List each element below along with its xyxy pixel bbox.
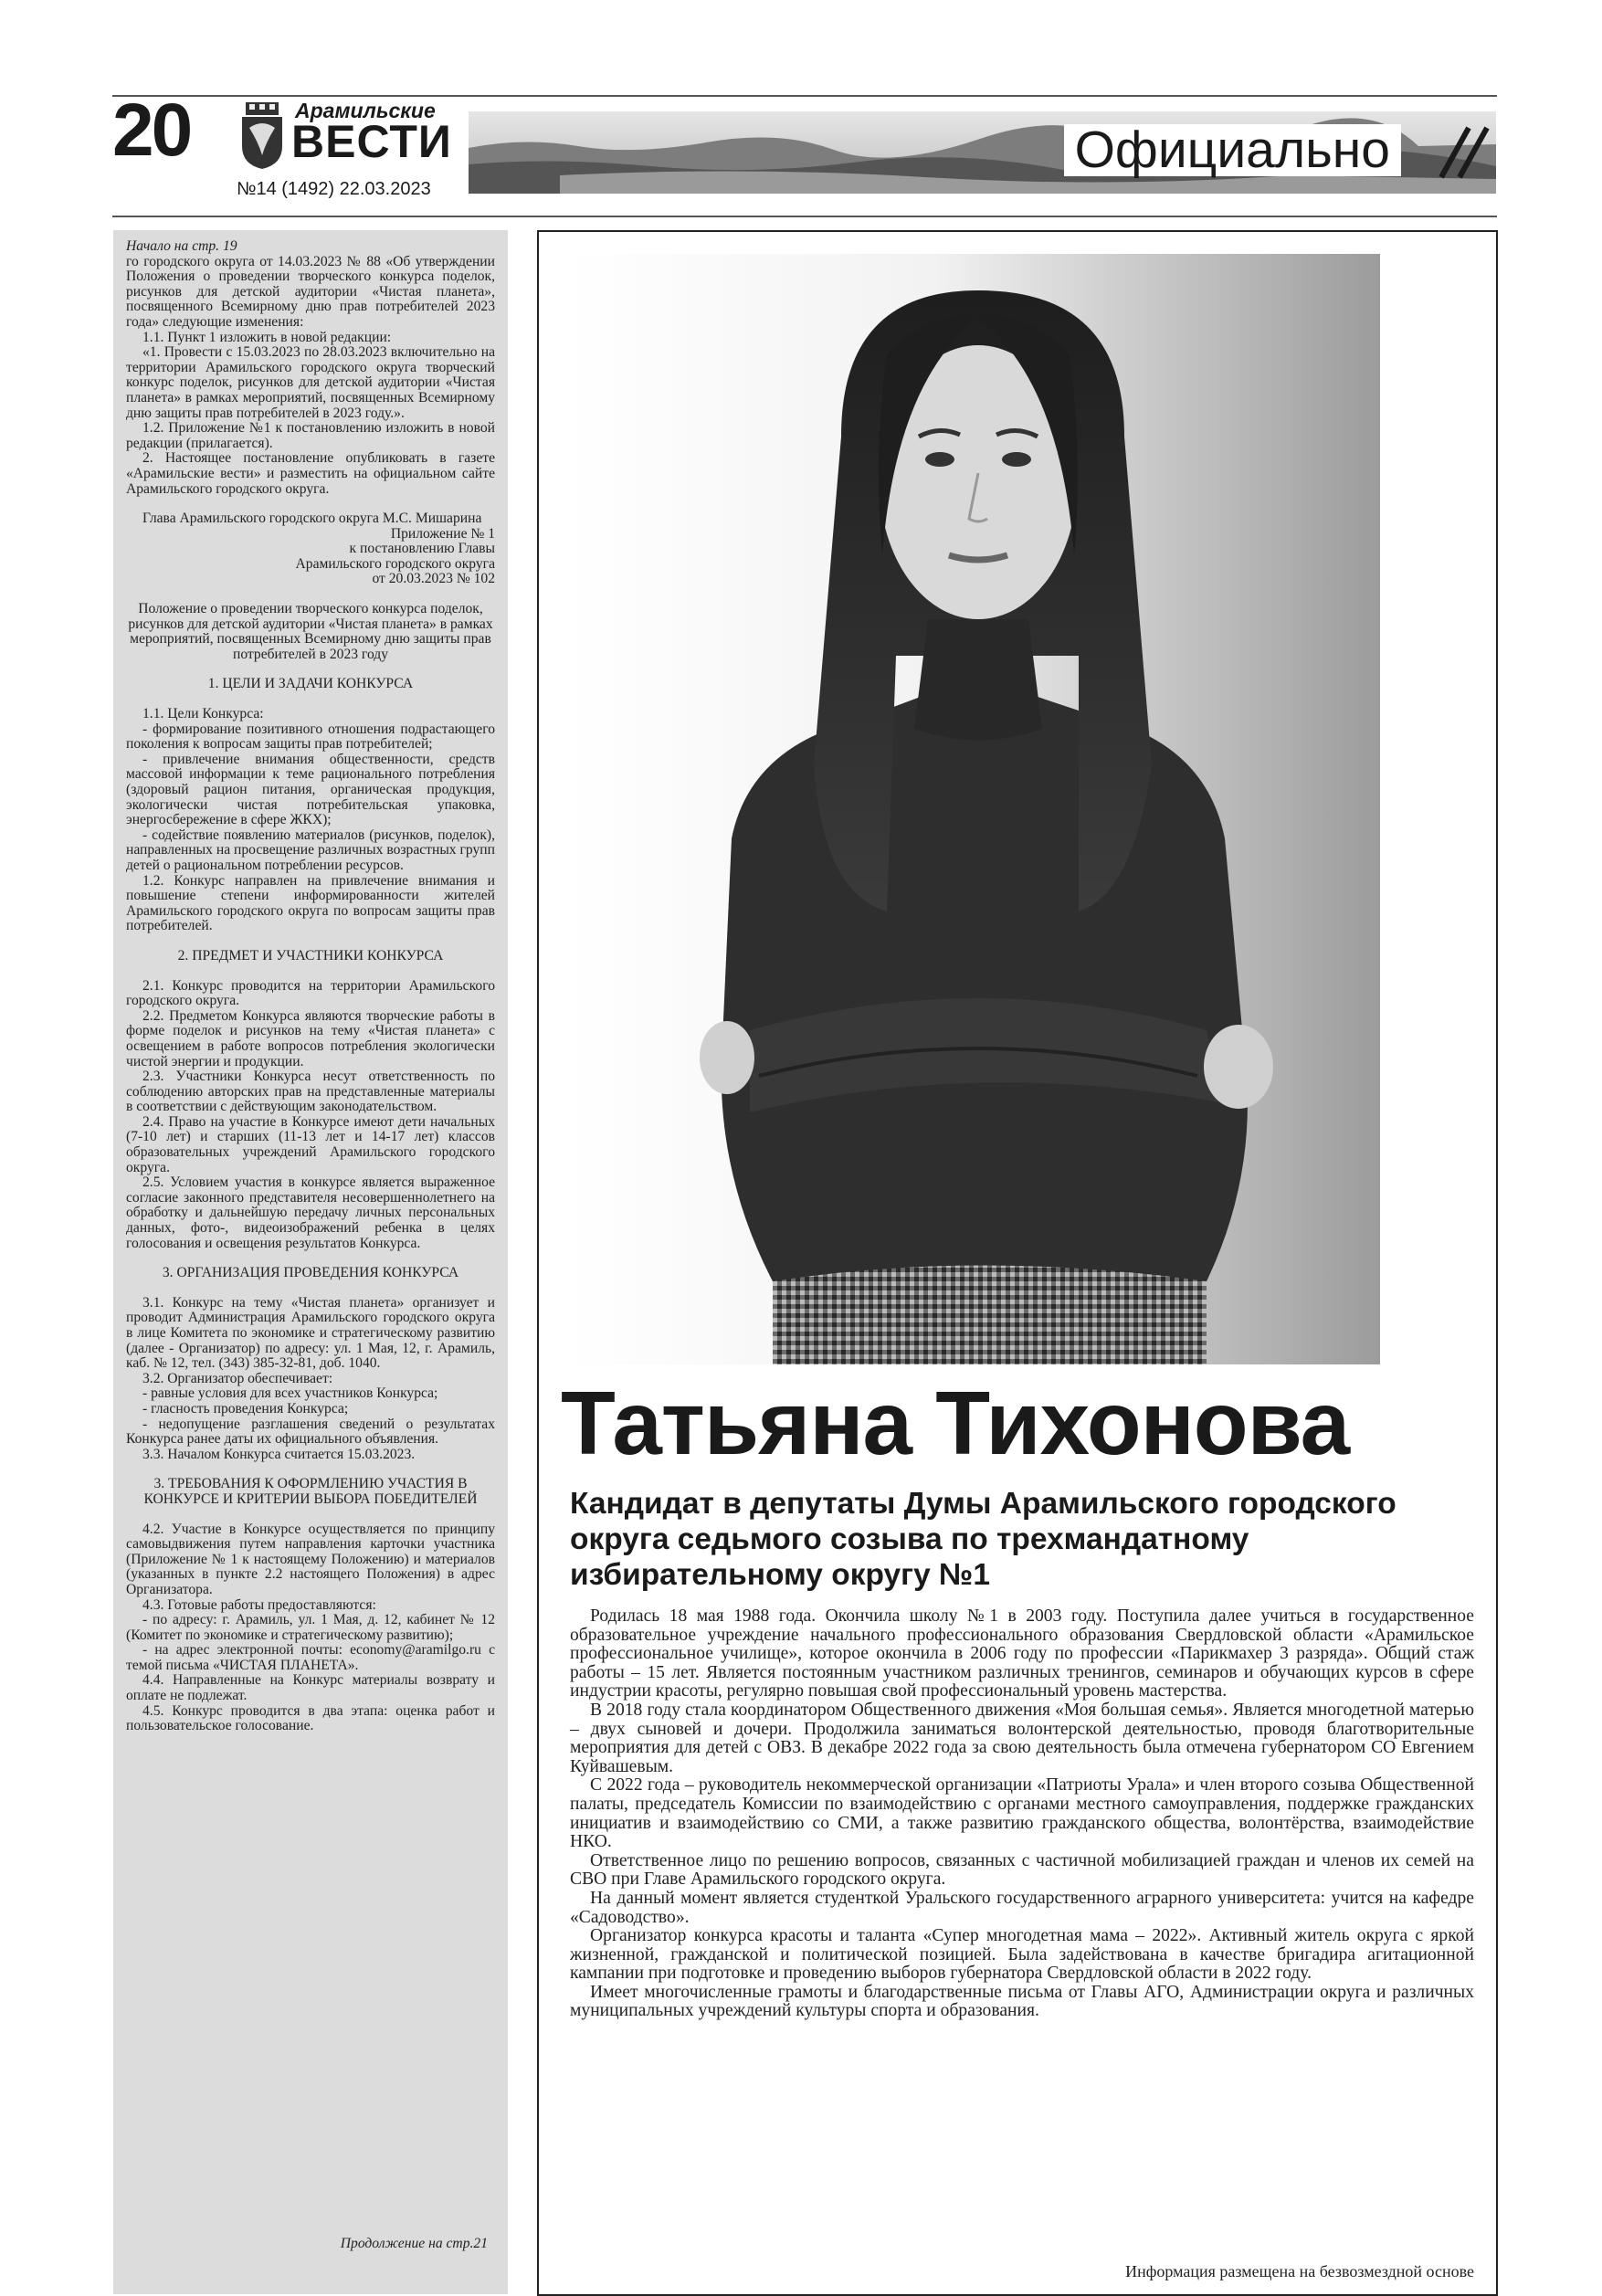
decree-paragraph: - формирование позитивного отношения подрастающего поколения к вопросам защиты прав потребителей; — [126, 721, 495, 753]
candidate-article — [537, 230, 1498, 2296]
bio-paragraph: Ответственное лицо по решению вопросов, связанных с частичной мобилизацией граждан и членов их семей на СВО при Главе Арамильского городского округа. — [570, 1850, 1474, 1890]
paper-name-top: Арамильские — [295, 99, 436, 122]
spacer — [126, 662, 495, 677]
decree-paragraph: - на адрес электронной почты: economy@aramilgo.ru с темой письма «ЧИСТАЯ ПЛАНЕТА». — [126, 1642, 495, 1673]
coat-of-arms-icon — [238, 100, 286, 170]
decree-paragraph: Положение о проведении творческого конкурса поделок, рисунков для детской аудитории «Чистая планета» в рамках мероприятий, посвященных Всемирному дню защиты прав потребителей в 2023 году — [128, 601, 493, 662]
decree-paragraph: 1. ЦЕЛИ И ЗАДАЧИ КОНКУРСА — [207, 676, 414, 692]
decree-paragraph: к постановлению Главы — [349, 541, 495, 557]
decree-paragraph: от 20.03.2023 № 102 — [372, 571, 495, 587]
decree-paragraph: - содействие появлению материалов (рисунков, поделок), направленных на просвещение различных возрастных групп детей о рациональном потреблении ресурсов. — [126, 827, 495, 873]
paper-name: ВЕСТИ — [291, 116, 452, 167]
decree-paragraph: 1.1. Цели Конкурса: — [142, 706, 264, 722]
decree-paragraph: 1.2. Конкурс направлен на привлечение внимания и повышение степени информированности жителей Арамильского городского округа по вопросам защиты прав потребителей. — [126, 872, 495, 934]
candidate-photo — [567, 254, 1380, 1364]
candidate-name: Татьяна Тихонова — [561, 1373, 1350, 1473]
decree-paragraph: 4.4. Направленные на Конкурс материалы возврату и оплате не подлежат. — [126, 1672, 495, 1704]
decree-paragraph: - равные условия для всех участников Конкурса; — [142, 1385, 438, 1402]
decree-paragraph: 2. Настоящее постановление опубликовать в газете «Арамильские вести» и разместить на официальном сайте Арамильского городского округа. — [126, 450, 495, 497]
decree-paragraph: 2.2. Предметом Конкурса являются творческие работы в форме поделок и рисунков на тему «Чистая планета» с освещением в работе вопросов потребления экологически чистой энергии и продукции. — [126, 1007, 495, 1069]
decree-paragraph: - гласность проведения Конкурса; — [142, 1400, 349, 1417]
spacer — [126, 964, 495, 979]
decree-text — [126, 255, 495, 1734]
section-title: Официально — [1064, 124, 1401, 176]
start-note: Начало на стр. 19 — [126, 238, 237, 254]
page-header — [112, 89, 1496, 199]
header-bottom-rule — [112, 216, 1497, 217]
decree-paragraph: 1.1. Пункт 1 изложить в новой редакции: — [142, 329, 392, 345]
spacer — [126, 587, 495, 602]
decree-paragraph: 3. ТРЕБОВАНИЯ К ОФОРМЛЕНИЮ УЧАСТИЯ В КОНКУРСЕ И КРИТЕРИИ ВЫБОРА ПОБЕДИТЕЛЕЙ — [143, 1476, 478, 1507]
decree-paragraph: 2.1. Конкурс проводится на территории Арамильского городского округа. — [126, 977, 495, 1009]
bio-paragraph: Организатор конкурса красоты и таланта «Супер многодетная мама – 2022». Активный житель округа с яркой жизненной, гражданской и политической позицией. Была задействована в качестве бригадира агитационной кампании при подготовке и проведению выборов губернатора Свердловской области в 2022 году. — [570, 1926, 1474, 1984]
decree-paragraph: го городского округа от 14.03.2023 № 88 «Об утверждении Положения о проведении творческого конкурса поделок, рисунков для детской аудитории «Чистая планета», посвященного Всемирному дню прав потребителей 2023 года» следующие изменения: — [126, 253, 495, 330]
decree-paragraph: - недопущение разглашения сведений о результатах Конкурса ранее даты их официального объявления. — [126, 1416, 495, 1448]
page-number: 20 — [112, 89, 191, 172]
bio-paragraph: В 2018 году стала координатором Общественного движения «Моя большая семья». Является многодетной матерью – двух сыновей и дочери. Продолжила заниматься волонтерской деятельностью, проводя благотворительные мероприятия для детей с ОВЗ. В декабре 2022 года за свою деятельность была отмечена губернатором СО Евгением Куйвашевым. — [570, 1700, 1474, 1776]
candidate-bio — [570, 1607, 1474, 2021]
bio-paragraph: На данный момент является студенткой Уральского государственного аграрного университета: учится на кафедре «Садоводство». — [570, 1888, 1474, 1927]
decree-paragraph: 4.3. Готовые работы предоставляются: — [142, 1596, 376, 1613]
spacer — [126, 1251, 495, 1266]
decree-paragraph: 3. ОРГАНИЗАЦИЯ ПРОВЕДЕНИЯ КОНКУРСА — [162, 1265, 459, 1281]
continue-note: Продолжение на стр.21 — [340, 2236, 488, 2252]
decree-paragraph: 4.5. Конкурс проводится в два этапа: оценка работ и пользовательское голосование. — [126, 1702, 495, 1734]
decree-paragraph: 4.2. Участие в Конкурсе осуществляется по принципу самовыдвижения путем направления карточки участника (Приложение № 1 к настоящему Положению) и материалов (указанных в пункте 2.2 настоящего Положения) в адрес Организатора. — [126, 1521, 495, 1597]
decree-paragraph: 2.4. Право на участие в Конкурсе имеют дети начальных (7-10 лет) и старших (11-13 лет и 14-17 лет) классов образовательных учреждений Арамильского городского округа. — [126, 1113, 495, 1175]
spacer — [126, 934, 495, 949]
decree-paragraph: 3.1. Конкурс на тему «Чистая планета» организует и проводит Администрация Арамильского городского округа в лице Комитета по экономике и стратегическому развитию (далее - Организатор) по адресу: ул. 1 Мая, 12, г. Арамиль, каб. № 12, тел. (343) 385-32-81, доб. 1040. — [126, 1294, 495, 1372]
decree-paragraph: 3.3. Началом Конкурса считается 15.03.2023. — [142, 1446, 416, 1462]
decree-paragraph: - по адресу: г. Арамиль, ул. 1 Мая, д. 12, кабинет № 12 (Комитет по экономике и стратегическому развитию); — [126, 1612, 495, 1643]
candidate-subtitle: Кандидат в депутаты Думы Арамильского городского округа седьмого созыва по трехмандатному избирательному округу №1 — [570, 1487, 1396, 1592]
decree-paragraph: 2. ПРЕДМЕТ И УЧАСТНИКИ КОНКУРСА — [177, 947, 444, 964]
bio-paragraph: Имеет многочисленные грамоты и благодарственные письма от Главы АГО, Администрации округа и различных муниципальных учреждений культуры спорта и образования. — [570, 1982, 1474, 2021]
spacer — [126, 692, 495, 707]
spacer — [126, 1281, 495, 1296]
decree-paragraph: Арамильского городского округа — [295, 555, 495, 572]
decree-paragraph: Приложение № 1 — [390, 525, 495, 542]
decree-paragraph: 2.3. Участники Конкурса несут ответственность по соблюдению авторских прав на представленные материалы в соответствии с действующим законодательством. — [126, 1069, 495, 1115]
bio-paragraph: С 2022 года – руководитель некоммерческой организации «Патриоты Урала» и член второго созыва Общественной палаты, председатель Комиссии по взаимодействию с органами местного самоуправления, поддержке гражданских инициатив и взаимодействию со СМИ, а также развитию гражданского общества, волонтёрства, взаимодействие НКО. — [570, 1775, 1474, 1852]
double-slash-icon — [1434, 124, 1494, 181]
issue-info: №14 (1492) 22.03.2023 — [237, 179, 431, 199]
decree-paragraph: 2.5. Условием участия в конкурсе является выраженное согласие законного представителя несовершеннолетнего на обработку и дальнейшую передачу личных персональных данных, фото-, видеоизображений ребенка в целях голосования и освещения результатов Конкурса. — [126, 1174, 495, 1251]
decree-paragraph: 3.2. Организатор обеспечивает: — [142, 1370, 333, 1386]
spacer — [126, 1462, 495, 1477]
bio-paragraph: Родилась 18 мая 1988 года. Окончила школу №1 в 2003 году. Поступила далее учиться в государственное образовательное учреждение начального профессионального образования Свердловской области «Арамильское профессиональное училище», которое окончила в 2006 году по профессии «Парикмахер 3 разряда». Общий стаж работы – 15 лет. Является постоянным участником различных тренингов, семинаров и обучающих курсов в сфере индустрии красоты, регулярно повышая свой профессиональный уровень мастерства. — [570, 1606, 1474, 1701]
decree-paragraph: 1.2. Приложение №1 к постановлению изложить в новой редакции (прилагается). — [126, 420, 495, 451]
decree-paragraph: Глава Арамильского городского округа М.С. Мишарина — [142, 511, 482, 527]
spacer — [126, 1508, 495, 1522]
decree-column — [113, 230, 508, 2294]
decree-paragraph: - привлечение внимания общественности, средств массовой информации к теме рационального потребления (здоровый рацион питания, органическая продукция, экологически чистая потребительская упаковка, энергосбережение в сфере ЖКХ); — [126, 751, 495, 828]
spacer — [126, 497, 495, 511]
free-placement-note: Информация размещена на безвозмездной основе — [1125, 2262, 1474, 2280]
decree-paragraph: «1. Провести с 15.03.2023 по 28.03.2023 включительно на территории Арамильского городского округа творческий конкурс поделок, рисунков для детской аудитории «Чистая планета» в рамках мероприятий, посвященных Всемирному дню защиты прав потребителей в 2023 году.». — [126, 344, 495, 421]
